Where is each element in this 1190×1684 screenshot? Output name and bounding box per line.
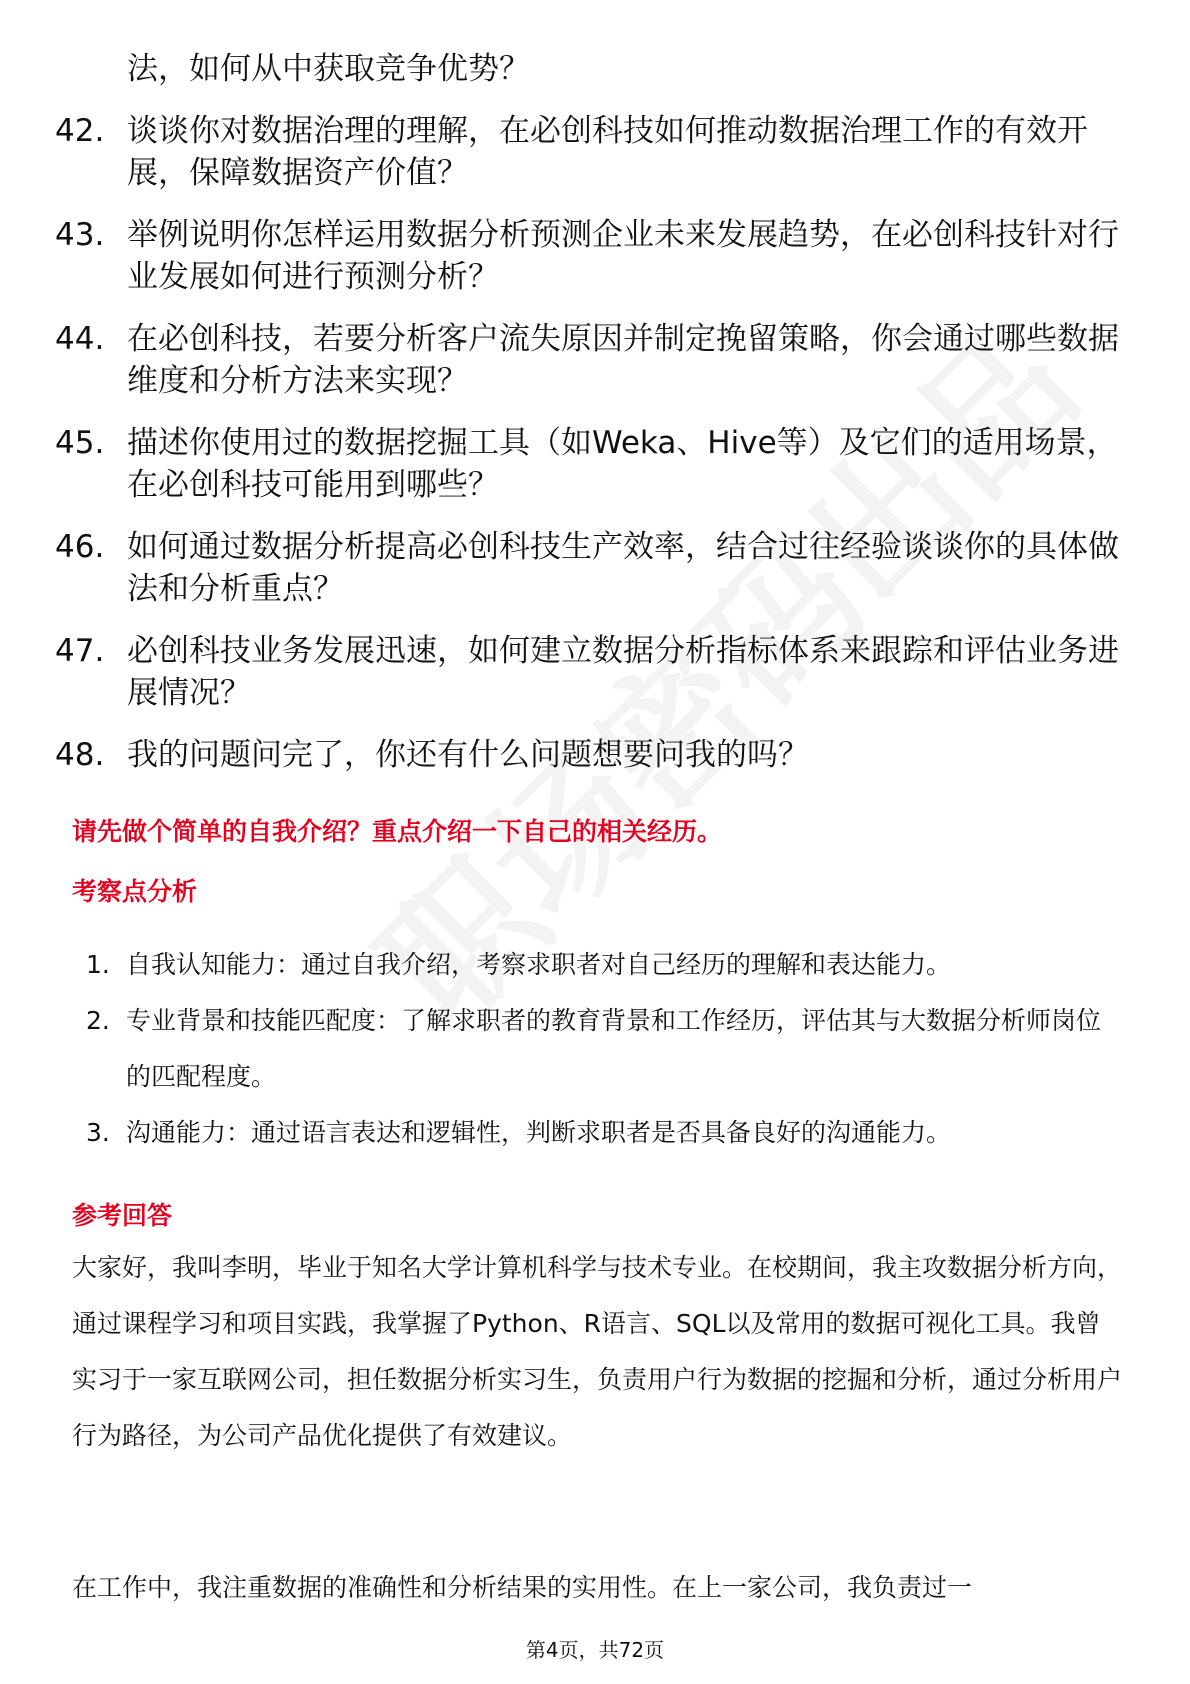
answer-paragraph: 大家好，我叫李明，毕业于知名大学计算机科学与技术专业。在校期间，我主攻数据分析方向，通过课程学习和项目实践，我掌握了Python、R语言、SQL以及常用的数据可视化工具。我曾实习于一家互联网公司，担任数据分析实习生，负责用户行为数据的挖掘和分析，通过分析用户行为路径，为公司产品优化提供了有效建议。 (72, 1253, 1123, 1450)
answer-paragraph: 在工作中，我注重数据的准确性和分析结果的实用性。在上一家公司，我负责过一 (72, 1573, 973, 1602)
question-number: 42. (55, 113, 105, 149)
list-item (55, 318, 1135, 402)
list-item (55, 110, 1135, 194)
question-number: 46. (55, 529, 105, 565)
analysis-points (82, 937, 1122, 1161)
list-item (55, 734, 1135, 776)
analysis-heading: 考察点分析 (72, 877, 198, 906)
point-text: 自我认知能力：通过自我介绍，考察求职者对自己经历的理解和表达能力。 (126, 950, 952, 979)
question-number: 45. (55, 425, 105, 461)
point-text: 专业背景和技能匹配度：了解求职者的教育背景和工作经历，评估其与大数据分析师岗位的匹配程度。 (126, 1006, 1102, 1091)
list-item (55, 422, 1135, 506)
point-text: 沟通能力：通过语言表达和逻辑性，判断求职者是否具备良好的沟通能力。 (126, 1118, 952, 1147)
question-text: 必创科技业务发展迅速，如何建立数据分析指标体系来跟踪和评估业务进展情况？ (127, 633, 1119, 711)
list-item (55, 214, 1135, 298)
answer-heading: 参考回答 (72, 1201, 173, 1230)
question-text: 谈谈你对数据治理的理解，在必创科技如何推动数据治理工作的有效开展，保障数据资产价值？ (127, 113, 1088, 191)
page-footer: 第4页，共72页 (525, 1638, 665, 1662)
list-item (55, 526, 1135, 610)
question-number: 44. (55, 321, 105, 357)
question-text: 举例说明你怎样运用数据分析预测企业未来发展趋势，在必创科技针对行业发展如何进行预测分析？ (127, 217, 1119, 295)
question-number: 48. (55, 737, 105, 773)
section-title: 请先做个简单的自我介绍？重点介绍一下自己的相关经历。 (72, 817, 723, 846)
point-number: 2. (86, 1006, 110, 1035)
question-list (55, 48, 1135, 796)
question-text: 我的问题问完了，你还有什么问题想要问我的吗？ (127, 737, 809, 773)
point-number: 3. (86, 1118, 110, 1147)
question-number: 43. (55, 217, 105, 253)
point-number: 1. (86, 950, 110, 979)
list-item (82, 1105, 1122, 1161)
question-text: 描述你使用过的数据挖掘工具（如Weka、Hive等）及它们的适用场景，在必创科技可能用到哪些？ (127, 425, 1118, 503)
question-text: 如何通过数据分析提高必创科技生产效率，结合过往经验谈谈你的具体做法和分析重点？ (127, 529, 1119, 607)
question-number: 47. (55, 633, 105, 669)
list-item (55, 630, 1135, 714)
question-text: 在必创科技，若要分析客户流失原因并制定挽留策略，你会通过哪些数据维度和分析方法来实现？ (127, 321, 1119, 399)
question-continuation: 法，如何从中获取竞争优势？ (127, 51, 530, 87)
list-item (82, 937, 1122, 993)
list-item (82, 993, 1122, 1105)
